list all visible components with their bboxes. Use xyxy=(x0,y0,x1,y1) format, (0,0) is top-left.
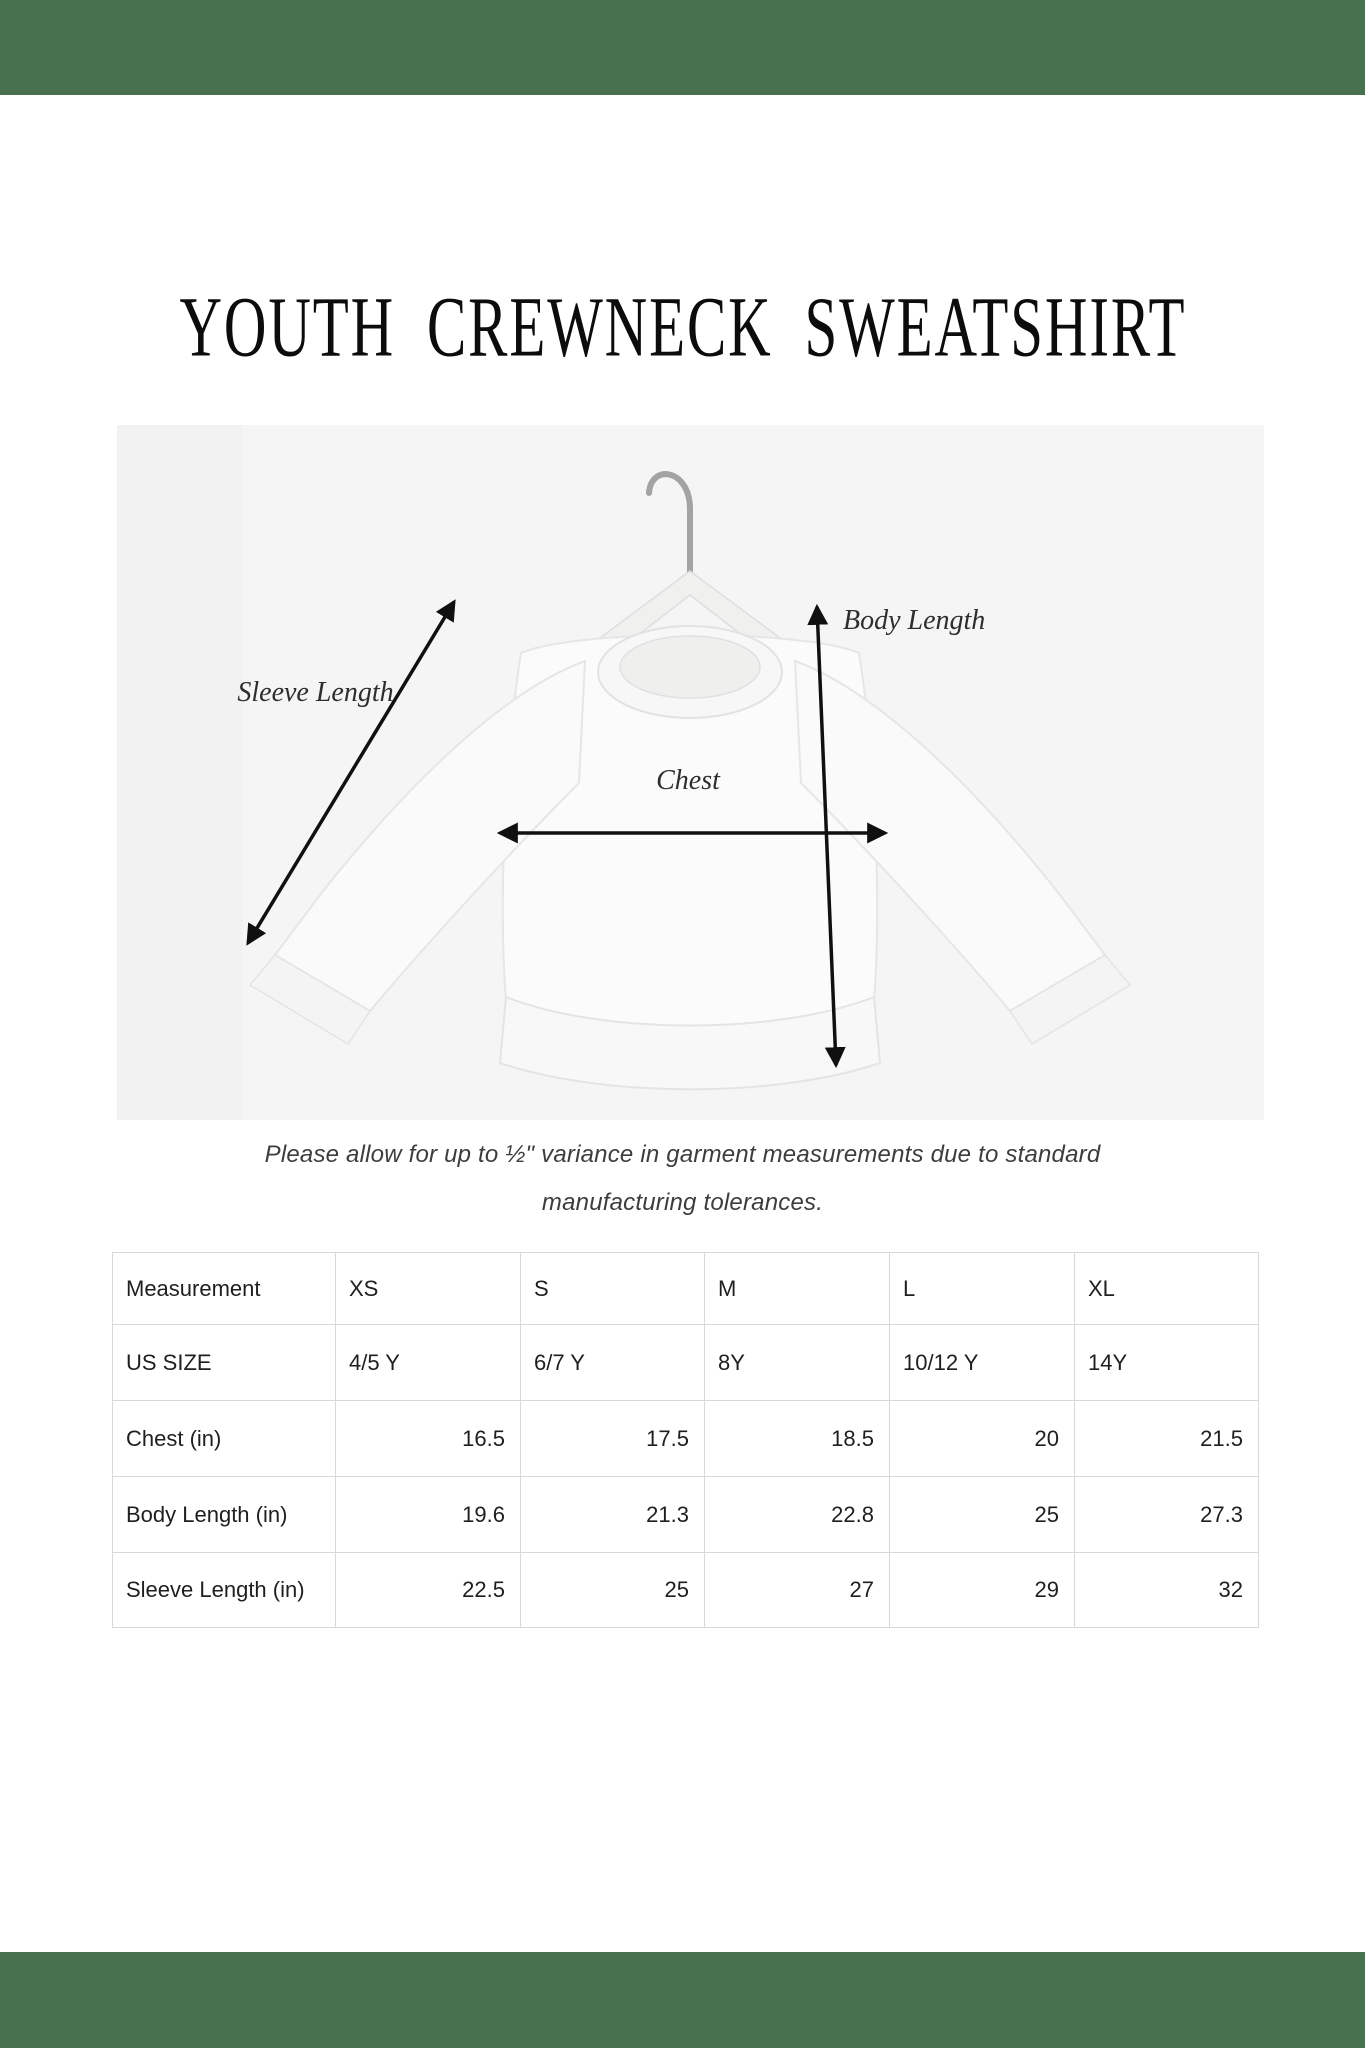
body-length-label: Body Length xyxy=(843,605,986,636)
cell: 29 xyxy=(890,1553,1075,1628)
table-row-sleeve-length xyxy=(113,1553,1259,1628)
title-area xyxy=(0,280,1365,376)
cell: 8Y xyxy=(705,1325,890,1401)
cell: 17.5 xyxy=(521,1401,705,1477)
cell: 27.3 xyxy=(1075,1477,1259,1553)
table-row-us-size xyxy=(113,1325,1259,1401)
cell: 27 xyxy=(705,1553,890,1628)
cell: 25 xyxy=(521,1553,705,1628)
cell: 4/5 Y xyxy=(336,1325,521,1401)
cell: 32 xyxy=(1075,1553,1259,1628)
cell: 16.5 xyxy=(336,1401,521,1477)
cell: 22.5 xyxy=(336,1553,521,1628)
col-header-m: M xyxy=(705,1253,890,1325)
cell: 22.8 xyxy=(705,1477,890,1553)
chest-label: Chest xyxy=(656,765,720,796)
cell: 21.5 xyxy=(1075,1401,1259,1477)
variance-disclaimer-line1: Please allow for up to ½" variance in garment measurements due to standard xyxy=(264,1141,1101,1168)
cell: 25 xyxy=(890,1477,1075,1553)
table-row-body-length xyxy=(113,1477,1259,1553)
table-header-row xyxy=(113,1253,1259,1325)
col-header-measurement: Measurement xyxy=(113,1253,336,1325)
cell: 20 xyxy=(890,1401,1075,1477)
cell: 19.6 xyxy=(336,1477,521,1553)
row-label: Chest (in) xyxy=(113,1401,336,1477)
row-label: Sleeve Length (in) xyxy=(113,1553,336,1628)
cell: 18.5 xyxy=(705,1401,890,1477)
size-chart-table xyxy=(112,1252,1259,1628)
cell: 10/12 Y xyxy=(890,1325,1075,1401)
cell: 14Y xyxy=(1075,1325,1259,1401)
cell: 21.3 xyxy=(521,1477,705,1553)
col-header-xs: XS xyxy=(336,1253,521,1325)
collar-opening xyxy=(620,636,760,698)
variance-disclaimer-line2: manufacturing tolerances. xyxy=(541,1189,824,1216)
bottom-accent-bar xyxy=(0,1952,1365,2048)
page-title: YOUTH CREWNECK SWEATSHIRT xyxy=(179,280,1186,375)
col-header-xl: XL xyxy=(1075,1253,1259,1325)
row-label: US SIZE xyxy=(113,1325,336,1401)
product-photo xyxy=(117,425,1264,1120)
variance-disclaimer xyxy=(0,1131,1365,1227)
top-accent-bar xyxy=(0,0,1365,95)
cell: 6/7 Y xyxy=(521,1325,705,1401)
col-header-s: S xyxy=(521,1253,705,1325)
hanger-hook-icon xyxy=(649,474,690,573)
row-label: Body Length (in) xyxy=(113,1477,336,1553)
col-header-l: L xyxy=(890,1253,1075,1325)
sleeve-length-label: Sleeve Length xyxy=(237,677,394,708)
table-row-chest xyxy=(113,1401,1259,1477)
